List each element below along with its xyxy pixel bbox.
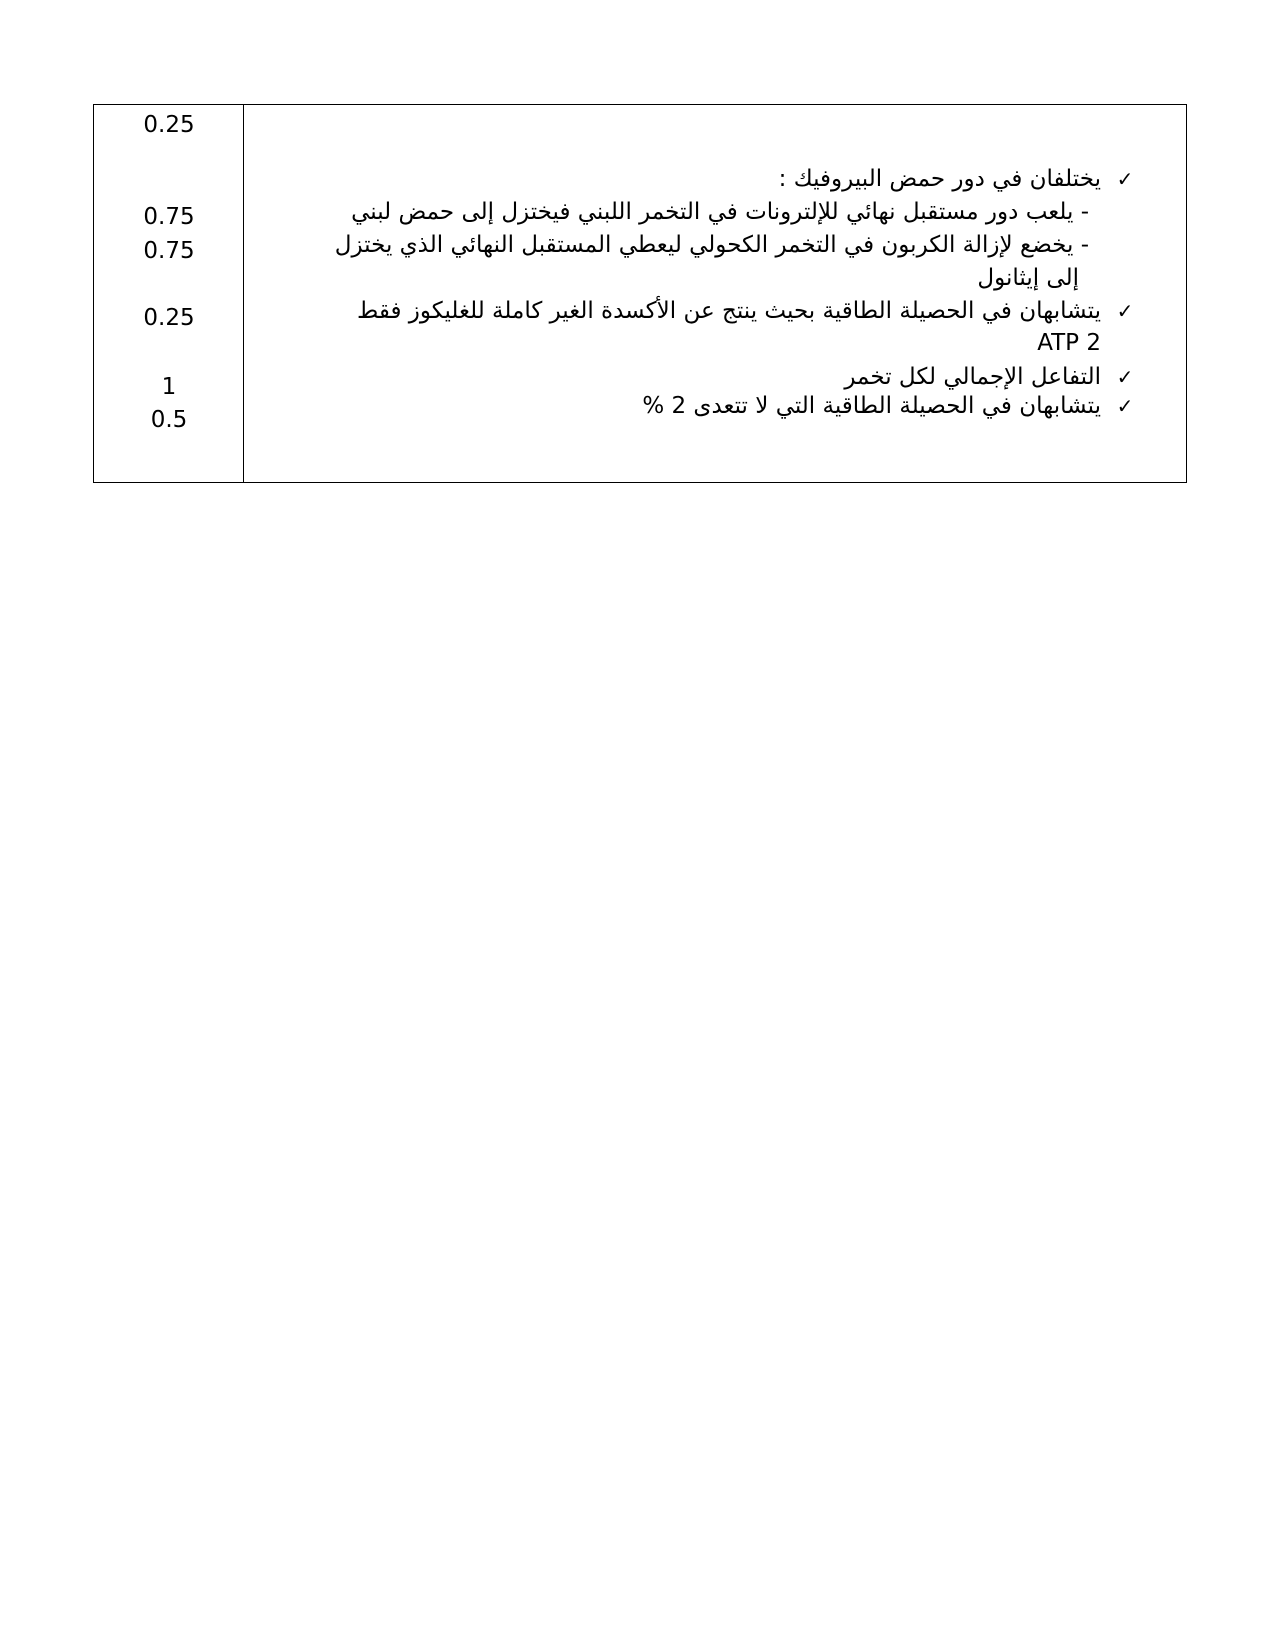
score-value: 0.75 — [143, 204, 195, 230]
answer-item: يتشابهان في الحصيلة الطاقية بحيث ينتج عن الأكسدة الغير كاملة للغليكوز فقط — [357, 298, 1101, 324]
check-mark-icon: ✓ — [1116, 299, 1134, 323]
score-value: 0.5 — [150, 407, 188, 433]
score-column — [94, 105, 244, 482]
answer-item: ATP 2 — [1037, 330, 1101, 356]
score-value: 0.25 — [143, 305, 195, 331]
answer-item-title: يختلفان في دور حمض البيروفيك : — [778, 166, 1101, 192]
score-value: 0.75 — [143, 238, 195, 264]
answer-sub-item: إلى إيثانول — [977, 265, 1079, 291]
answer-content — [244, 105, 1186, 482]
check-mark-icon: ✓ — [1116, 365, 1134, 389]
answer-table — [93, 104, 1187, 483]
score-value: 0.25 — [143, 112, 195, 138]
answer-item: يتشابهان في الحصيلة الطاقية التي لا تتعدى 2 % — [642, 393, 1101, 419]
answer-sub-item: - يلعب دور مستقبل نهائي للإلترونات في التخمر اللبني فيختزل إلى حمض لبني — [351, 199, 1089, 225]
check-mark-icon: ✓ — [1116, 394, 1134, 418]
score-value: 1 — [161, 374, 177, 400]
answer-sub-item: - يخضع لإزالة الكربون في التخمر الكحولي ليعطي المستقبل النهائي الذي يختزل — [334, 232, 1089, 258]
check-mark-icon: ✓ — [1116, 167, 1134, 191]
answer-item: التفاعل الإجمالي لكل تخمر — [844, 364, 1101, 390]
